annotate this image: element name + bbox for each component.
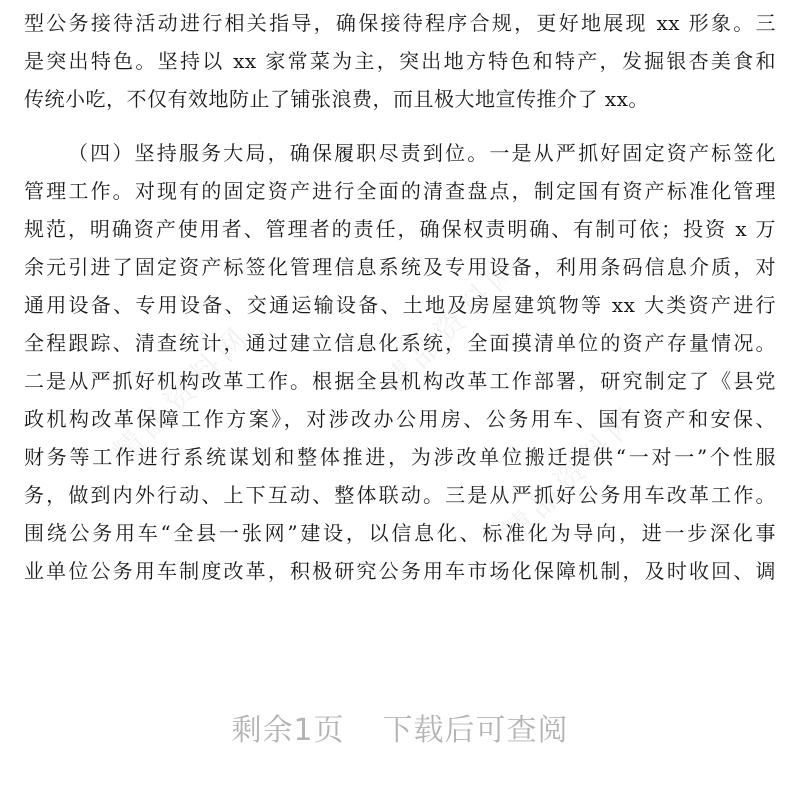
text-line: 财务等工作进行系统谋划和整体推进，为涉改单位搬迁提供“一对一”个性服 bbox=[24, 445, 776, 469]
watermark: 精品资料网 bbox=[376, 248, 529, 401]
text-line: 传统小吃，不仅有效地防止了铺张浪费，而且极大地宣传推介了 xx。 bbox=[24, 87, 649, 111]
remaining-pages-label: 剩余1页 bbox=[231, 713, 345, 748]
text-line: 管理工作。对现有的固定资产进行全面的清查盘点，制定国有资产标准化管理 bbox=[24, 179, 776, 203]
text-line: 务，做到内外行动、上下互动、整体联动。三是从严抓好公务用车改革工作。 bbox=[24, 483, 776, 507]
text-line: 业单位公务用车制度改革，积极研究公务用车市场化保障机制，及时收回、调 bbox=[24, 559, 776, 583]
watermark: 精品资料网 bbox=[496, 398, 649, 551]
text-line: 余元引进了固定资产标签化管理信息系统及专用设备，利用条码信息介质，对 bbox=[24, 255, 776, 279]
text-line: 政机构改革保障工作方案》，对涉改办公用房、公务用车、国有资产和安保、 bbox=[24, 407, 776, 431]
paragraph-heading-line: （四）坚持服务大局，确保履职尽责到位。一是从严抓好固定资产标签化 bbox=[68, 141, 776, 165]
text-line: 型公务接待活动进行相关指导，确保接待程序合规，更好地展现 xx 形象。三 bbox=[24, 11, 776, 35]
text-line: 全程跟踪、清查统计，通过建立信息化系统，全面摸清单位的资产存量情况。 bbox=[24, 331, 776, 355]
text-line: 通用设备、专用设备、交通运输设备、土地及房屋建筑物等 xx 大类资产进行 bbox=[24, 293, 776, 317]
document-body bbox=[24, 4, 776, 590]
paragraph-gap bbox=[24, 118, 776, 134]
text-line: 围绕公务用车“全县一张网”建设，以信息化、标准化为导向，进一步深化事 bbox=[24, 521, 776, 545]
download-to-view-label: 下载后可查阅 bbox=[382, 713, 569, 748]
watermark: 精品资料网 bbox=[106, 318, 259, 471]
text-line: 是突出特色。坚持以 xx 家常菜为主，突出地方特色和特产，发掘银杏美食和 bbox=[24, 49, 776, 73]
text-line: 二是从严抓好机构改革工作。根据全县机构改革工作部署，研究制定了《县党 bbox=[24, 369, 776, 393]
download-prompt[interactable] bbox=[0, 705, 800, 749]
text-line: 规范，明确资产使用者、管理者的责任，确保权责明确、有制可依；投资 x 万 bbox=[24, 217, 776, 241]
